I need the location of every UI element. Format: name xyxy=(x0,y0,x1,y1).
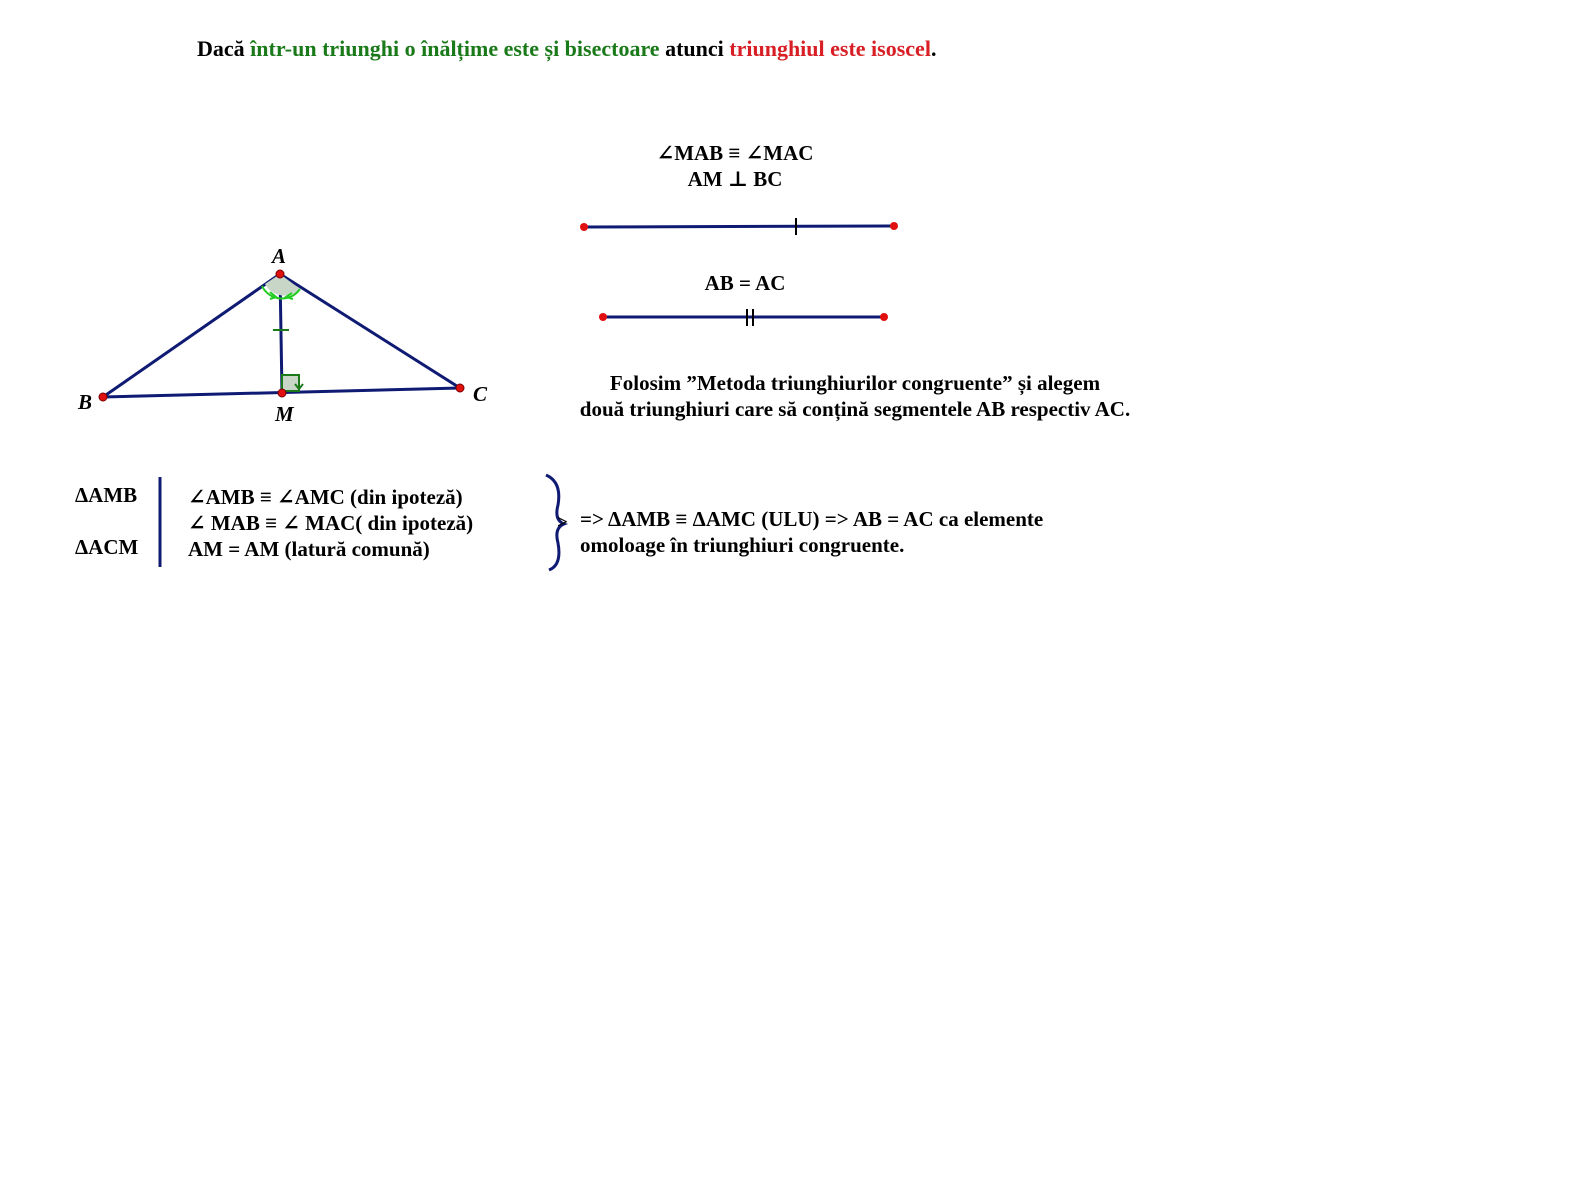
point-a xyxy=(276,270,284,278)
segment-single-tick xyxy=(580,218,898,235)
label-c: C xyxy=(473,382,488,406)
condition-2: ∠ MAB ≡ ∠ MAC( din ipoteză) xyxy=(188,511,474,535)
method-text xyxy=(535,370,1175,422)
condition-3: AM = AM (latură comună) xyxy=(188,537,430,561)
hypothesis-block xyxy=(630,140,840,192)
page-title xyxy=(197,36,936,62)
proof-result xyxy=(580,506,1043,558)
label-b: B xyxy=(78,390,93,414)
side-ac xyxy=(280,274,460,388)
title-hypothesis: într-un triunghi o înălțime este și bisectoare xyxy=(250,36,660,61)
result-line-1: => ΔAMB ≡ ΔAMC (ULU) => AB = AC ca elemente xyxy=(580,507,1044,531)
label-a: A xyxy=(272,244,287,268)
title-conclusion: triunghiul este isoscel xyxy=(729,36,931,61)
point-m xyxy=(278,389,286,397)
triangle-amb-label: ΔAMB xyxy=(75,483,138,507)
proof-arrow: > xyxy=(557,512,568,533)
hypothesis-angle: ∠MAB ≡ ∠MAC xyxy=(656,141,814,165)
side-ab xyxy=(103,274,280,397)
method-line-1: Folosim ”Metoda triunghiurilor congruente” și alegem xyxy=(609,371,1101,395)
condition-1: ∠AMB ≡ ∠AMC (din ipoteză) xyxy=(188,485,463,509)
method-line-2: două triunghiuri care să conțină segmentele AB respectiv AC. xyxy=(579,397,1131,421)
result-line-2: omoloage în triunghiuri congruente. xyxy=(580,533,905,557)
title-part-3: atunci xyxy=(659,36,730,61)
conclusion-label: AB = AC xyxy=(704,271,786,295)
hypothesis-perpendicular: AM ⊥ BC xyxy=(687,167,783,191)
right-angle-m xyxy=(282,375,299,391)
title-period: . xyxy=(930,36,937,61)
title-part-1: Dacă xyxy=(197,36,251,61)
segment-double-tick xyxy=(599,309,888,326)
triangle-acm-label: ΔACM xyxy=(75,535,139,559)
label-m: M xyxy=(275,402,294,426)
point-c xyxy=(456,384,464,392)
proof-conditions xyxy=(188,484,473,562)
point-b xyxy=(99,393,107,401)
